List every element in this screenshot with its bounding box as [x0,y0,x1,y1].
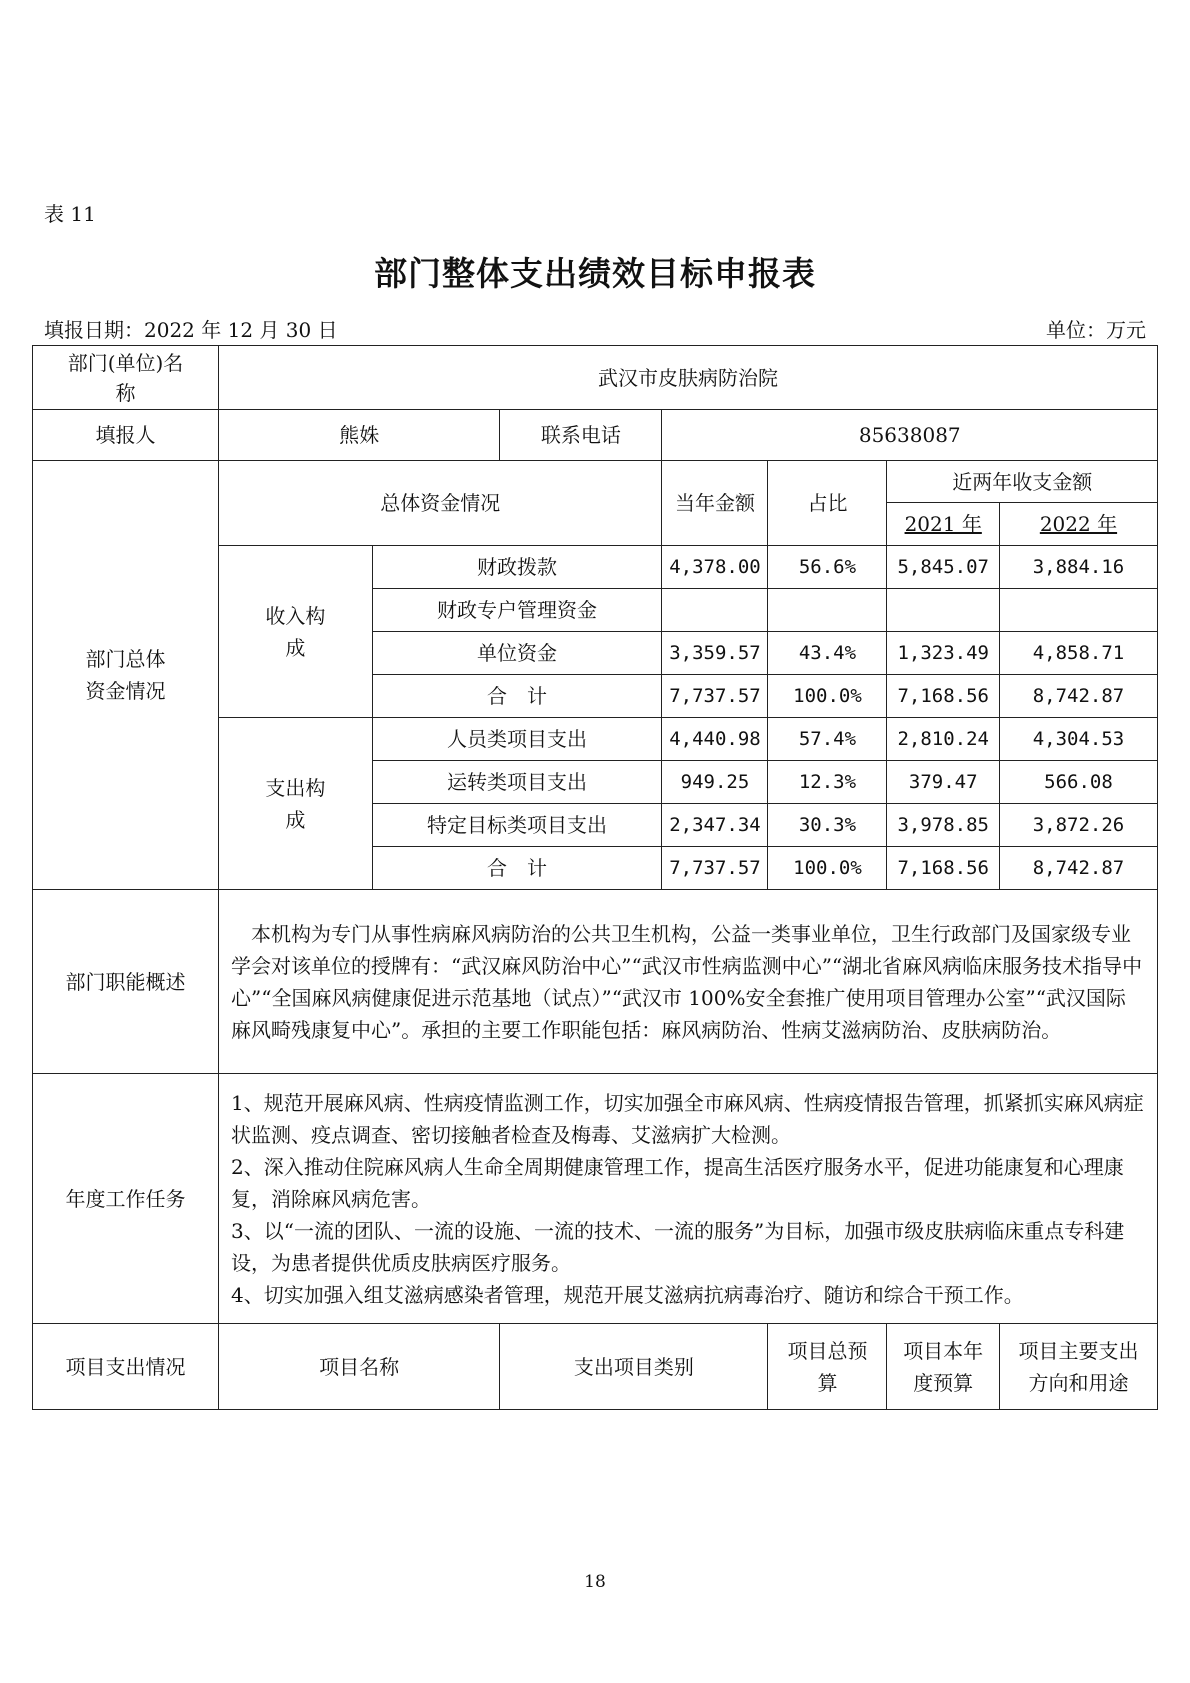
expense-amount: 2,347.34 [662,804,768,847]
expense-ratio: 12.3% [768,761,887,804]
function-text: 本机构为专门从事性病麻风病防治的公共卫生机构，公益一类事业单位，卫生行政部门及国家级专业学会对该单位的授牌有：“武汉麻风防治中心”“武汉市性病监测中心”“湖北省麻风病临床服务技术指导中心”“全国麻风病健康促进示范基地（试点）”“武汉市 100%安全套推广使用项目管理办公室”“武汉国际麻风畸残康复中心”。承担的主要工作职能包括：麻风病防治、性病艾滋病防治、皮肤病防治。 [219,890,1158,1074]
income-total-ratio: 100.0% [768,675,887,718]
col-ratio: 占比 [768,461,887,546]
income-2022: 4,858.71 [999,632,1157,675]
income-2021 [887,589,999,632]
dept-label: 部门(单位)名称 [33,346,219,410]
page-title: 部门整体支出绩效目标申报表 [374,254,816,293]
expense-total-2022: 8,742.87 [999,847,1157,890]
function-label: 部门职能概述 [33,890,219,1074]
income-total-2021: 7,168.56 [887,675,999,718]
phone-label: 联系电话 [500,410,662,461]
income-total-label: 合 计 [372,675,662,718]
income-total-amount: 7,737.57 [662,675,768,718]
expense-item-name: 人员类项目支出 [372,718,662,761]
col-recent-two-years: 近两年收支金额 [887,461,1158,503]
expense-amount: 4,440.98 [662,718,768,761]
table-number: 表 11 [44,202,96,226]
expense-ratio: 57.4% [768,718,887,761]
col-total-budget: 项目总预算 [768,1324,887,1410]
income-2021: 5,845.07 [887,546,999,589]
income-item-name: 财政专户管理资金 [372,589,662,632]
expense-2022: 4,304.53 [999,718,1157,761]
expense-total-ratio: 100.0% [768,847,887,890]
expense-2022: 566.08 [999,761,1157,804]
dept-name: 武汉市皮肤病防治院 [219,346,1158,410]
task-item: 4、切实加强入组艾滋病感染者管理，规范开展艾滋病抗病毒治疗、随访和综合干预工作。 [231,1282,1024,1307]
page-number: 18 [584,1572,606,1592]
expense-2021: 3,978.85 [887,804,999,847]
reporter-value: 熊姝 [219,410,500,461]
income-2021: 1,323.49 [887,632,999,675]
expense-total-2021: 7,168.56 [887,847,999,890]
tasks-row [33,1074,1158,1324]
project-section-label: 项目支出情况 [33,1324,219,1410]
performance-form-table [32,345,1158,1410]
expense-total-amount: 7,737.57 [662,847,768,890]
expense-2021: 379.47 [887,761,999,804]
funds-section-label: 部门总体资金情况 [33,461,219,890]
expense-item-name: 运转类项目支出 [372,761,662,804]
expense-2022: 3,872.26 [999,804,1157,847]
col-project-category: 支出项目类别 [500,1324,768,1410]
expense-ratio: 30.3% [768,804,887,847]
expense-total-label: 合 计 [372,847,662,890]
function-row [33,890,1158,1074]
expense-amount: 949.25 [662,761,768,804]
income-ratio [768,589,887,632]
income-ratio: 43.4% [768,632,887,675]
col-year-2022: 2022 年 [999,503,1157,546]
col-year-2021: 2021 年 [887,503,999,546]
col-project-name: 项目名称 [219,1324,500,1410]
funds-header-row [33,461,1158,503]
income-amount: 4,378.00 [662,546,768,589]
tasks-label: 年度工作任务 [33,1074,219,1324]
dept-row [33,346,1158,410]
unit-label: 单位：万元 [1046,318,1146,342]
project-header-row [33,1324,1158,1410]
income-ratio: 56.6% [768,546,887,589]
col-main-direction: 项目主要支出方向和用途 [999,1324,1157,1410]
task-item: 3、以“一流的团队、一流的设施、一流的技术、一流的服务”为目标，加强市级皮肤病临床重点专科建设，为患者提供优质皮肤病医疗服务。 [231,1218,1125,1275]
income-total-2022: 8,742.87 [999,675,1157,718]
reporter-label: 填报人 [33,410,219,461]
task-item: 2、深入推动住院麻风病人生命全周期健康管理工作，提高生活医疗服务水平，促进功能康复和心理康复，消除麻风病危害。 [231,1154,1124,1211]
income-amount [662,589,768,632]
income-label: 收入构成 [219,546,373,718]
expense-label: 支出构成 [219,718,373,890]
col-year-budget: 项目本年度预算 [887,1324,999,1410]
phone-value: 85638087 [662,410,1158,461]
reporter-row [33,410,1158,461]
task-item: 1、规范开展麻风病、性病疫情监测工作，切实加强全市麻风病、性病疫情报告管理，抓紧抓实麻风病症状监测、疫点调查、密切接触者检查及梅毒、艾滋病扩大检测。 [231,1090,1144,1147]
overall-funds-label: 总体资金情况 [219,461,662,546]
income-item-name: 单位资金 [372,632,662,675]
income-item-name: 财政拨款 [372,546,662,589]
expense-2021: 2,810.24 [887,718,999,761]
income-2022: 3,884.16 [999,546,1157,589]
tasks-list [219,1074,1158,1324]
fill-date: 填报日期：2022 年 12 月 30 日 [44,318,338,342]
expense-item-name: 特定目标类项目支出 [372,804,662,847]
income-amount: 3,359.57 [662,632,768,675]
col-current-amount: 当年金额 [662,461,768,546]
income-2022 [999,589,1157,632]
